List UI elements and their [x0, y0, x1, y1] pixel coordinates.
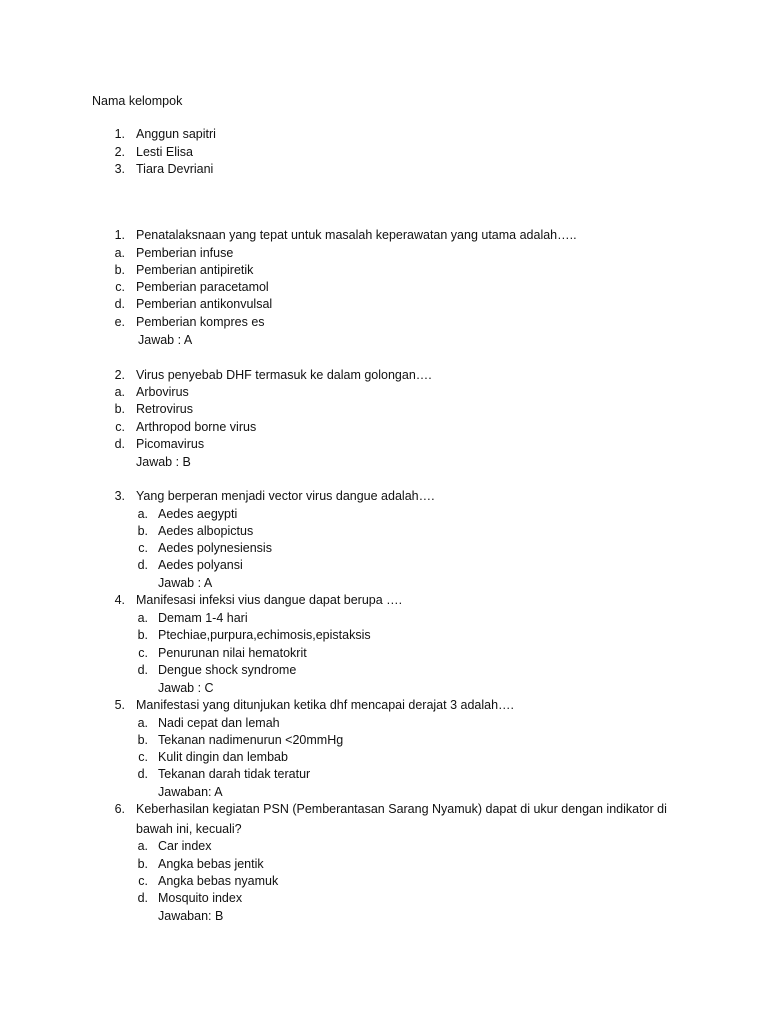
question-text: Manifesasi infeksi vius dangue dapat berupa …. [136, 593, 403, 607]
option-text: Pemberian antipiretik [136, 263, 254, 277]
option-letter: c. [138, 646, 148, 660]
option-letter: b. [114, 402, 125, 416]
option-text: Angka bebas jentik [158, 857, 264, 871]
member-name: Lesti Elisa [136, 145, 193, 159]
option-letter: b. [137, 857, 148, 871]
answer-key: Jawab : A [138, 333, 193, 347]
option-letter: a. [137, 716, 148, 730]
option-letter: b. [137, 733, 148, 747]
option-letter: a. [137, 507, 148, 521]
option-text: Pemberian paracetamol [136, 280, 269, 294]
question-number: 5. [114, 698, 125, 712]
option-text: Pemberian antikonvulsal [136, 297, 273, 311]
option-letter: a. [137, 611, 148, 625]
question-number: 4. [114, 593, 125, 607]
option-letter: a. [114, 246, 125, 260]
question-text: Penatalaksnaan yang tepat untuk masalah keperawatan yang utama adalah….. [136, 228, 577, 242]
answer-key: Jawab : C [158, 681, 214, 695]
answer-key: Jawaban: B [158, 909, 224, 923]
option-letter: b. [137, 524, 148, 538]
option-letter: c. [138, 541, 148, 555]
question-number: 2. [114, 368, 125, 382]
option-letter: d. [137, 767, 148, 781]
question-text-continued: bawah ini, kecuali? [136, 822, 242, 836]
member-number: 2. [114, 145, 125, 159]
answer-key: Jawab : A [158, 576, 213, 590]
option-text: Aedes albopictus [158, 524, 254, 538]
question-text: Keberhasilan kegiatan PSN (Pemberantasan Sarang Nyamuk) dapat di ukur dengan indikator di [136, 802, 667, 816]
option-text: Mosquito index [158, 891, 243, 905]
option-text: Aedes aegypti [158, 507, 238, 521]
option-letter: c. [115, 280, 125, 294]
option-text: Penurunan nilai hematokrit [158, 646, 307, 660]
question-number: 6. [114, 802, 125, 816]
option-letter: b. [137, 628, 148, 642]
option-text: Tekanan nadimenurun <20mmHg [158, 733, 344, 747]
option-letter: a. [114, 385, 125, 399]
option-text: Angka bebas nyamuk [158, 874, 279, 888]
option-letter: a. [137, 839, 148, 853]
option-letter: d. [114, 297, 125, 311]
option-text: Aedes polynesiensis [158, 541, 272, 555]
heading: Nama kelompok [92, 94, 183, 108]
question-text: Yang berperan menjadi vector virus dangue adalah…. [136, 489, 435, 503]
option-letter: b. [114, 263, 125, 277]
option-text: Demam 1-4 hari [158, 611, 248, 625]
option-text: Retrovirus [136, 402, 193, 416]
option-text: Ptechiae,purpura,echimosis,epistaksis [158, 628, 371, 642]
option-letter: c. [115, 420, 125, 434]
option-letter: d. [137, 663, 148, 677]
answer-key: Jawab : B [136, 455, 191, 469]
option-letter: e. [114, 315, 125, 329]
option-text: Dengue shock syndrome [158, 663, 297, 677]
option-text: Arbovirus [136, 385, 189, 399]
member-name: Tiara Devriani [136, 162, 214, 176]
option-letter: d. [137, 558, 148, 572]
option-letter: c. [138, 750, 148, 764]
option-letter: d. [137, 891, 148, 905]
question-number: 3. [114, 489, 125, 503]
option-text: Aedes polyansi [158, 558, 243, 572]
option-text: Kulit dingin dan lembab [158, 750, 288, 764]
question-number: 1. [114, 228, 125, 242]
option-text: Picomavirus [136, 437, 205, 451]
option-text: Pemberian kompres es [136, 315, 265, 329]
member-name: Anggun sapitri [136, 127, 216, 141]
option-text: Pemberian infuse [136, 246, 234, 260]
question-text: Manifestasi yang ditunjukan ketika dhf mencapai derajat 3 adalah…. [136, 698, 515, 712]
question-text: Virus penyebab DHF termasuk ke dalam golongan…. [136, 368, 432, 382]
option-text: Car index [158, 839, 212, 853]
answer-key: Jawaban: A [158, 785, 223, 799]
option-letter: c. [138, 874, 148, 888]
member-number: 1. [114, 127, 125, 141]
member-number: 3. [114, 162, 125, 176]
option-text: Nadi cepat dan lemah [158, 716, 280, 730]
option-text: Arthropod borne virus [136, 420, 257, 434]
option-letter: d. [114, 437, 125, 451]
option-text: Tekanan darah tidak teratur [158, 767, 311, 781]
